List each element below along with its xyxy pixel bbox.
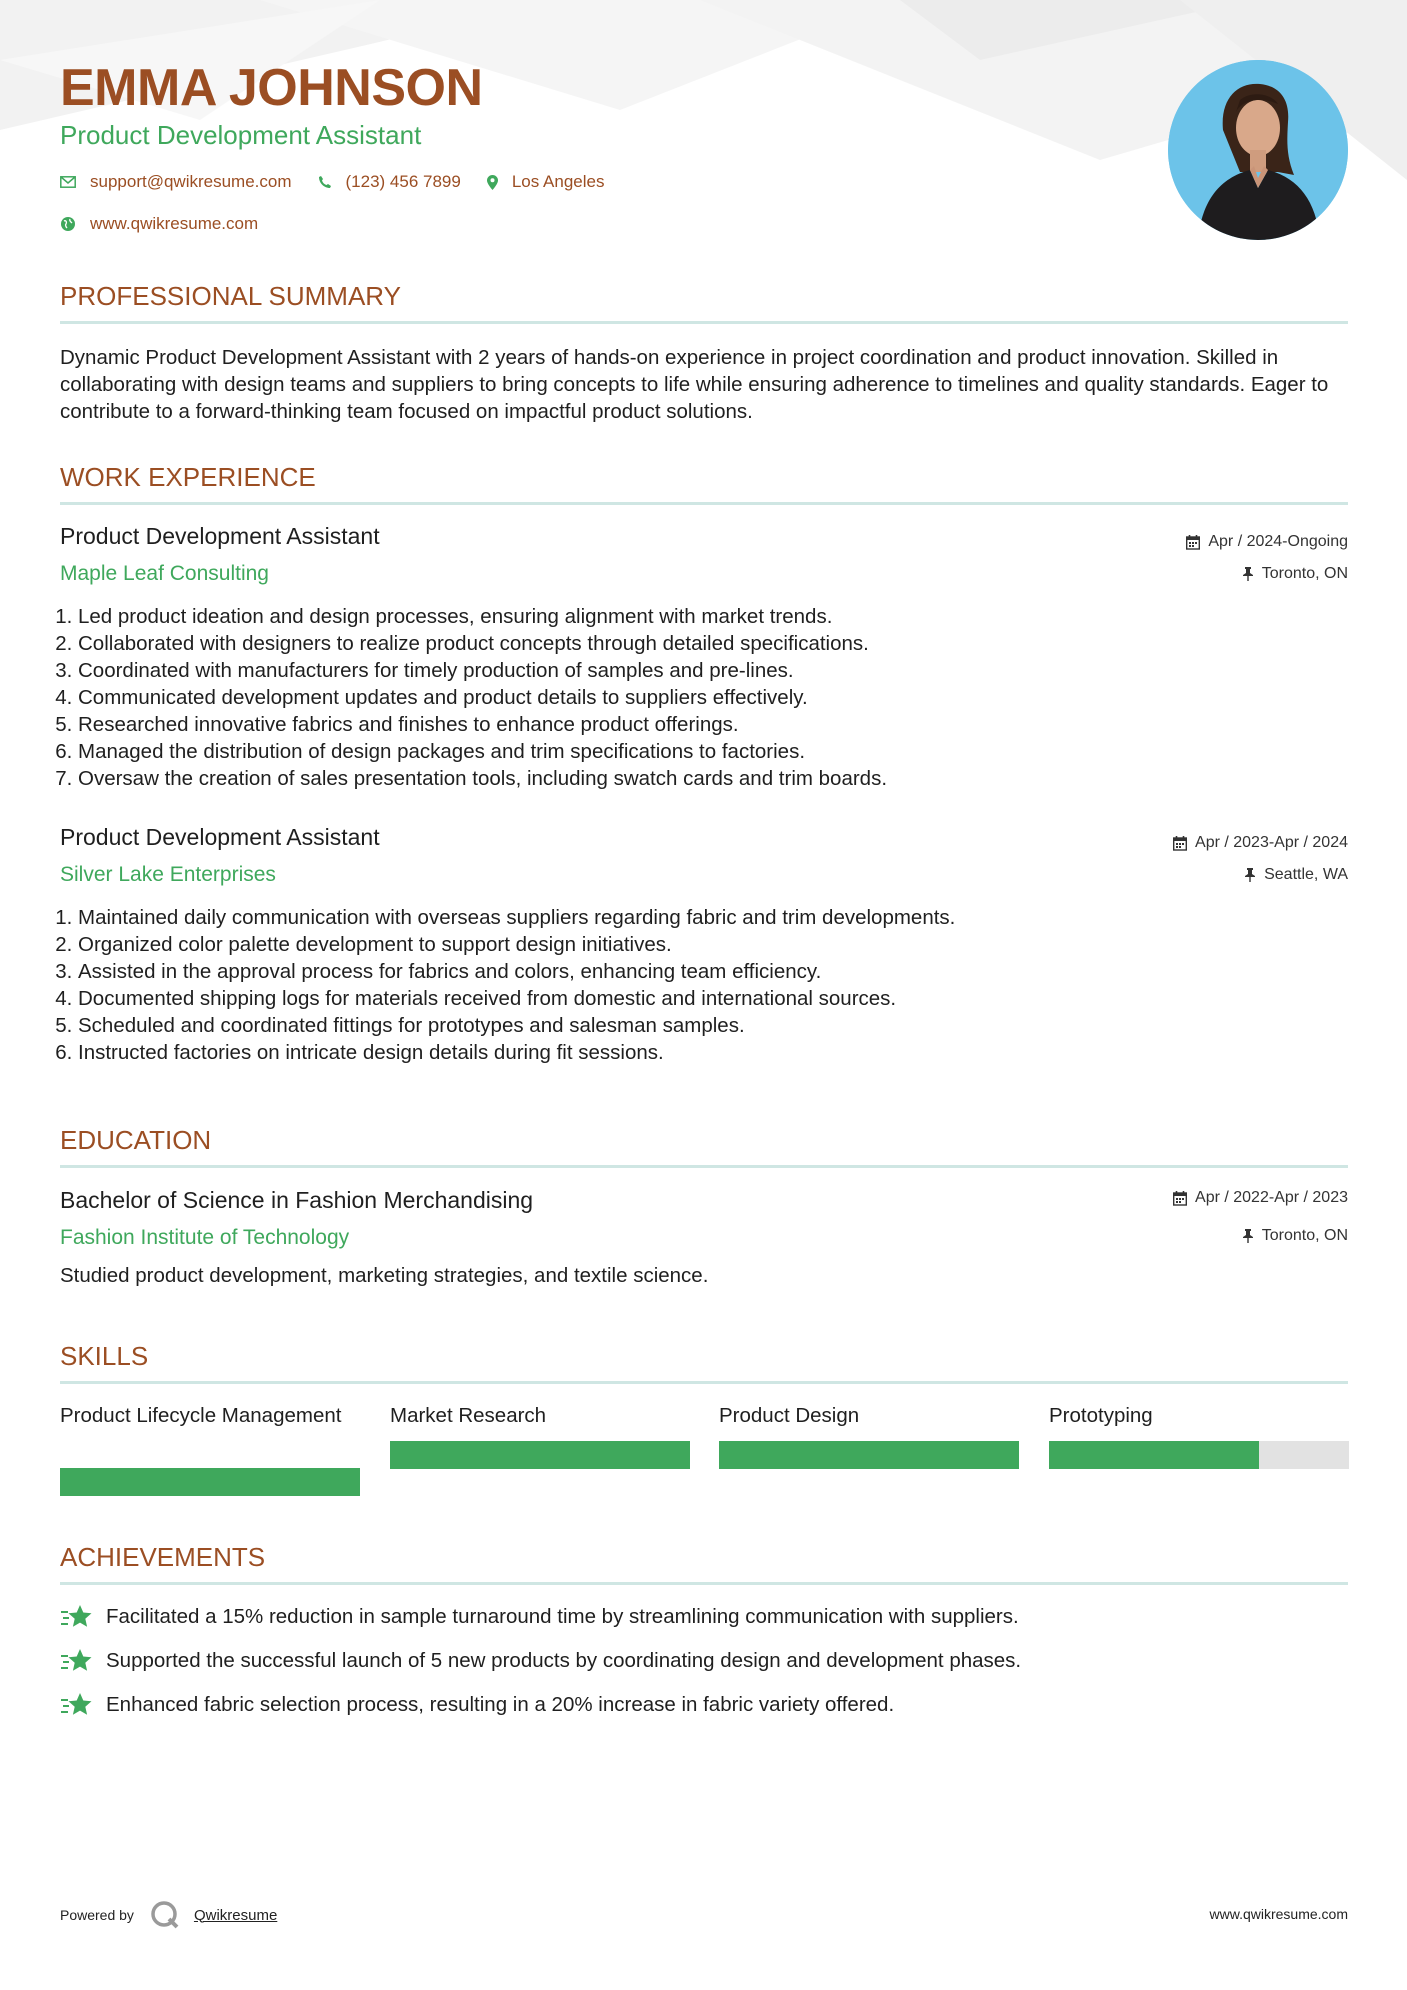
- section-divider: [60, 1381, 1348, 1384]
- education-description: Studied product development, marketing strategies, and textile science.: [60, 1264, 709, 1287]
- phone-icon: [318, 175, 332, 189]
- job-dates-text: Apr / 2023-Apr / 2024: [1195, 834, 1348, 851]
- footer-website-link[interactable]: www.qwikresume.com: [1209, 1906, 1348, 1922]
- achievement-item: [60, 1692, 894, 1718]
- section-divider: [60, 1582, 1348, 1585]
- school-name: Fashion Institute of Technology: [60, 1226, 350, 1249]
- skill-item: [1049, 1402, 1349, 1429]
- education-location: [1242, 1227, 1348, 1245]
- degree-title: Bachelor of Science in Fashion Merchandising: [60, 1187, 534, 1213]
- pushpin-icon: [1244, 868, 1256, 882]
- map-pin-icon: [487, 175, 498, 190]
- list-item: 1. Maintained daily communication with overseas suppliers regarding fabric and trim developments.: [78, 904, 1368, 931]
- education-heading: EDUCATION: [60, 1125, 212, 1155]
- candidate-name: EMMA JOHNSON: [60, 59, 483, 117]
- list-item: 7. Oversaw the creation of sales presentation tools, including swatch cards and trim boards.: [78, 765, 1368, 792]
- job-dates: [1186, 533, 1348, 551]
- summary-heading: PROFESSIONAL SUMMARY: [60, 281, 401, 311]
- section-divider: [60, 321, 1348, 324]
- list-item: 4. Communicated development updates and product details to suppliers effectively.: [78, 684, 1368, 711]
- email-text: support@qwikresume.com: [90, 172, 292, 191]
- profile-photo: [1168, 60, 1348, 240]
- job-dates: [1173, 834, 1348, 852]
- skill-level-bar: [719, 1441, 1019, 1469]
- skill-level-fill: [390, 1441, 690, 1469]
- skill-name: Product Lifecycle Management: [60, 1404, 342, 1427]
- job-title: Product Development Assistant: [60, 523, 380, 549]
- section-divider: [60, 1165, 1348, 1168]
- star-achievement-icon: [60, 1648, 92, 1674]
- job-location: [1244, 866, 1348, 884]
- skill-name: Prototyping: [1049, 1404, 1153, 1427]
- skill-level-fill: [60, 1468, 360, 1496]
- education-dates-text: Apr / 2022-Apr / 2023: [1195, 1189, 1348, 1206]
- calendar-icon: [1173, 1191, 1187, 1206]
- globe-icon: [60, 216, 76, 232]
- skills-heading: SKILLS: [60, 1341, 149, 1371]
- list-item: 3. Coordinated with manufacturers for timely production of samples and pre-lines.: [78, 657, 1368, 684]
- section-divider: [60, 502, 1348, 505]
- calendar-icon: [1186, 535, 1200, 550]
- calendar-icon: [1173, 836, 1187, 851]
- list-item: 3. Assisted in the approval process for fabrics and colors, enhancing team efficiency.: [78, 958, 1368, 985]
- contact-website[interactable]: [60, 214, 258, 234]
- skill-item: [719, 1402, 1019, 1429]
- list-item: 5. Researched innovative fabrics and finishes to enhance product offerings.: [78, 711, 1368, 738]
- contact-location: [487, 172, 605, 192]
- skill-item: [60, 1402, 360, 1429]
- website-text: www.qwikresume.com: [90, 214, 259, 233]
- skill-level-bar: [1049, 1441, 1349, 1469]
- education-dates: [1173, 1189, 1348, 1207]
- star-achievement-icon: [60, 1604, 92, 1630]
- job-location-text: Toronto, ON: [1261, 565, 1348, 582]
- skill-level-bar: [390, 1441, 690, 1469]
- location-text: Los Angeles: [511, 172, 605, 191]
- summary-text: Dynamic Product Development Assistant with 2 years of hands-on experience in project coordination and product innovation. Skilled in collaborating with design teams and suppliers to bring concepts to life while ensuring adherence to timelines and quality standards. Eager to contribute to a forward-thinking team focused on impactful product solutions.: [60, 346, 1329, 423]
- experience-heading: WORK EXPERIENCE: [60, 462, 316, 492]
- portrait-illustration: [1168, 60, 1348, 240]
- list-item: 5. Scheduled and coordinated fittings for prototypes and salesman samples.: [78, 1012, 1368, 1039]
- contact-row: [60, 172, 630, 192]
- pushpin-icon: [1242, 567, 1254, 581]
- achievement-text: Enhanced fabric selection process, resulting in a 20% increase in fabric variety offered.: [106, 1693, 895, 1716]
- phone-text: (123) 456 7899: [345, 172, 461, 191]
- job-responsibilities: [52, 603, 1368, 792]
- list-item: 1. Led product ideation and design processes, ensuring alignment with market trends.: [78, 603, 1368, 630]
- job-location: [1242, 565, 1348, 583]
- company-name: Silver Lake Enterprises: [60, 863, 276, 886]
- list-item: 4. Documented shipping logs for materials received from domestic and international sources.: [78, 985, 1368, 1012]
- achievement-item: [60, 1648, 1021, 1674]
- brand-link[interactable]: Qwikresume: [193, 1906, 278, 1924]
- contact-email[interactable]: [60, 172, 292, 192]
- skill-item: [390, 1402, 690, 1429]
- skill-name: Market Research: [390, 1404, 547, 1427]
- pushpin-icon: [1242, 1229, 1254, 1243]
- job-dates-text: Apr / 2024-Ongoing: [1208, 533, 1348, 550]
- company-name: Maple Leaf Consulting: [60, 562, 269, 585]
- contact-phone[interactable]: [318, 172, 461, 192]
- job-title: Product Development Assistant: [60, 824, 380, 850]
- achievement-item: [60, 1604, 1019, 1630]
- candidate-title: Product Development Assistant: [60, 120, 422, 150]
- skill-name: Product Design: [719, 1404, 860, 1427]
- contact-row-website: [60, 214, 284, 234]
- list-item: 2. Collaborated with designers to realize product concepts through detailed specifications.: [78, 630, 1368, 657]
- education-location-text: Toronto, ON: [1261, 1227, 1348, 1244]
- list-item: 6. Managed the distribution of design packages and trim specifications to factories.: [78, 738, 1368, 765]
- achievement-text: Supported the successful launch of 5 new products by coordinating design and development phases.: [106, 1649, 1022, 1672]
- powered-by-label: Powered by: [60, 1907, 134, 1923]
- footer-powered-by: [60, 1900, 277, 1930]
- job-location-text: Seattle, WA: [1264, 866, 1348, 883]
- skill-level-fill: [719, 1441, 1019, 1469]
- achievements-heading: ACHIEVEMENTS: [60, 1542, 266, 1572]
- qwikresume-logo-icon: [150, 1900, 180, 1930]
- star-achievement-icon: [60, 1692, 92, 1718]
- list-item: 6. Instructed factories on intricate design details during fit sessions.: [78, 1039, 1368, 1066]
- envelope-icon: [60, 176, 76, 188]
- skill-level-fill: [1049, 1441, 1259, 1469]
- job-responsibilities: [52, 904, 1368, 1066]
- list-item: 2. Organized color palette development to support design initiatives.: [78, 931, 1368, 958]
- skill-level-bar: [60, 1468, 360, 1496]
- achievement-text: Facilitated a 15% reduction in sample turnaround time by streamlining communication with suppliers.: [106, 1605, 1019, 1628]
